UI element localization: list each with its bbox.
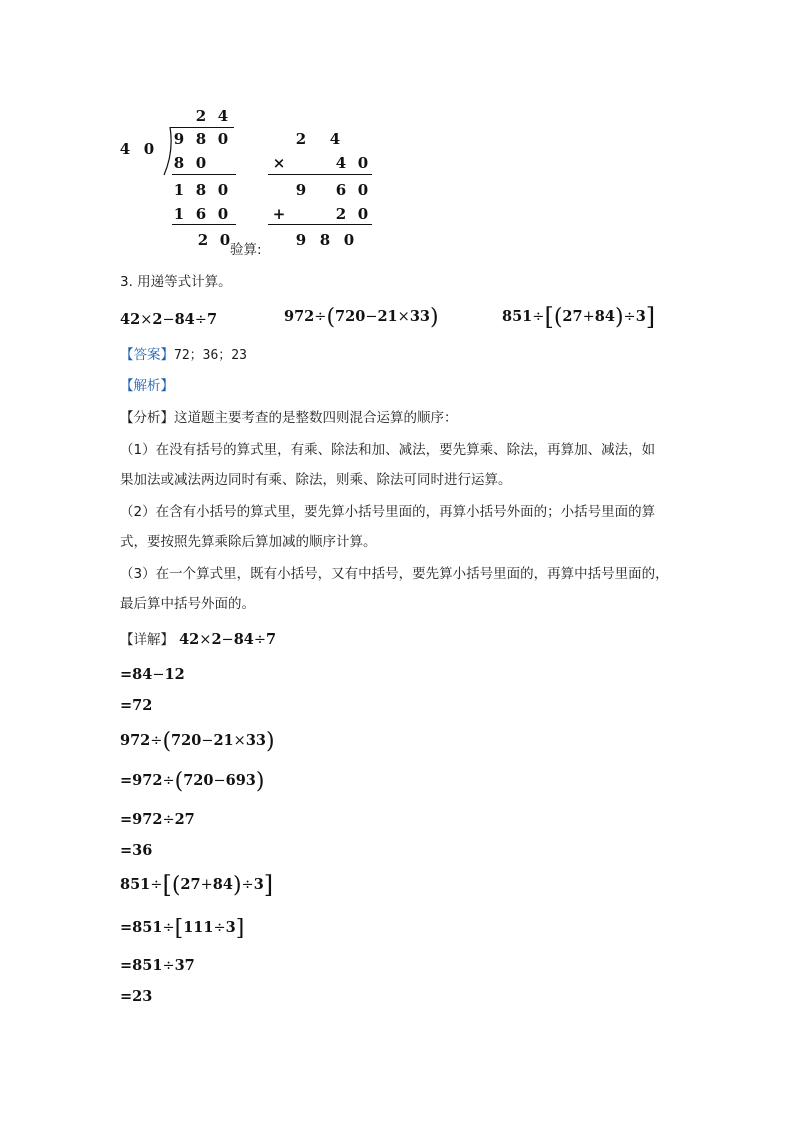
analysis-paragraph: 【分析】这道题主要考查的是整数四则混合运算的顺序：: [120, 410, 458, 426]
step-digit: 0: [217, 181, 229, 199]
step-digit: 8: [195, 181, 207, 199]
check-digit: 6: [335, 181, 347, 199]
check-digit: 8: [319, 231, 331, 249]
dividend-digit: 0: [217, 130, 229, 148]
step-digit: 0: [217, 205, 229, 223]
check-digit: 4: [335, 154, 347, 172]
check-line: [268, 224, 372, 225]
detail-step: =851÷37: [120, 957, 195, 974]
question-expr-2: 972÷(720−21×33): [284, 305, 439, 330]
detail-step: =84−12: [120, 666, 185, 683]
check-digit: 0: [357, 154, 369, 172]
analysis-paragraph: （2）在含有小括号的算式里，要先算小括号里面的，再算小括号外面的；小括号里面的算: [120, 504, 656, 520]
check-digit: 2: [295, 130, 307, 148]
division-line: [172, 224, 236, 225]
detail-expr-1: 42×2−84÷7: [179, 631, 277, 648]
question-title: 3. 用递等式计算。: [120, 274, 232, 290]
check-line: [268, 174, 372, 175]
answer-line: [120, 343, 247, 363]
detail-step: =23: [120, 988, 153, 1005]
step-digit: 6: [195, 205, 207, 223]
detail-step: =36: [120, 842, 153, 859]
remainder-digit: 0: [219, 231, 231, 249]
analysis-paragraph: 最后算中括号外面的。: [120, 596, 255, 612]
question-expr-1: 42×2−84÷7: [120, 311, 218, 328]
divisor-digit: 0: [143, 140, 155, 158]
check-digit: 0: [343, 231, 355, 249]
step-digit: 1: [173, 181, 185, 199]
plus-sign: +: [272, 205, 286, 223]
detail-first-line: [120, 628, 276, 648]
division-line: [172, 174, 236, 175]
remainder-digit: 2: [197, 231, 209, 249]
answer-label: 【答案】: [120, 347, 174, 363]
step-digit: 8: [173, 154, 185, 172]
quotient-digit: 4: [217, 107, 229, 125]
answer-value: 72；36；23: [174, 348, 247, 363]
analysis-paragraph: （3）在一个算式里，既有小括号，又有中括号，要先算小括号里面的，再算中括号里面的，: [120, 566, 669, 582]
analysis-paragraph: 果加法或减法两边同时有乘、除法，则乘、除法可同时进行运算。: [120, 472, 512, 488]
check-digit: 4: [329, 130, 341, 148]
check-digit: 0: [357, 181, 369, 199]
quotient-digit: 2: [195, 107, 207, 125]
check-label: 验算:: [230, 242, 262, 258]
detail-label: 【详解】: [120, 632, 174, 648]
division-bracket-top: [170, 127, 234, 128]
question-expr-3: 851÷[(27+84)÷3]: [502, 303, 656, 331]
detail-step: =972÷27: [120, 811, 195, 828]
divisor-digit: 4: [119, 140, 131, 158]
detail-step: =972÷(720−693): [120, 769, 265, 794]
check-digit: 0: [357, 205, 369, 223]
detail-step: =851÷[111÷3]: [120, 916, 245, 941]
step-digit: 1: [173, 205, 185, 223]
detail-expr-2: 972÷(720−21×33): [120, 729, 275, 754]
detail-step: =72: [120, 697, 153, 714]
step-digit: 0: [195, 154, 207, 172]
check-digit: 2: [335, 205, 347, 223]
check-digit: 9: [295, 231, 307, 249]
dividend-digit: 8: [195, 130, 207, 148]
analysis-paragraph: （1）在没有括号的算式里，有乘、除法和加、减法，要先算乘、除法，再算加、减法，如: [120, 442, 656, 458]
detail-expr-3: 851÷[(27+84)÷3]: [120, 871, 274, 899]
analysis-paragraph: 式，要按照先算乘除后算加减的顺序计算。: [120, 534, 377, 550]
check-digit: 9: [295, 181, 307, 199]
dividend-digit: 9: [173, 130, 185, 148]
times-sign: ×: [272, 154, 286, 172]
analysis-label: 【解析】: [120, 378, 174, 394]
